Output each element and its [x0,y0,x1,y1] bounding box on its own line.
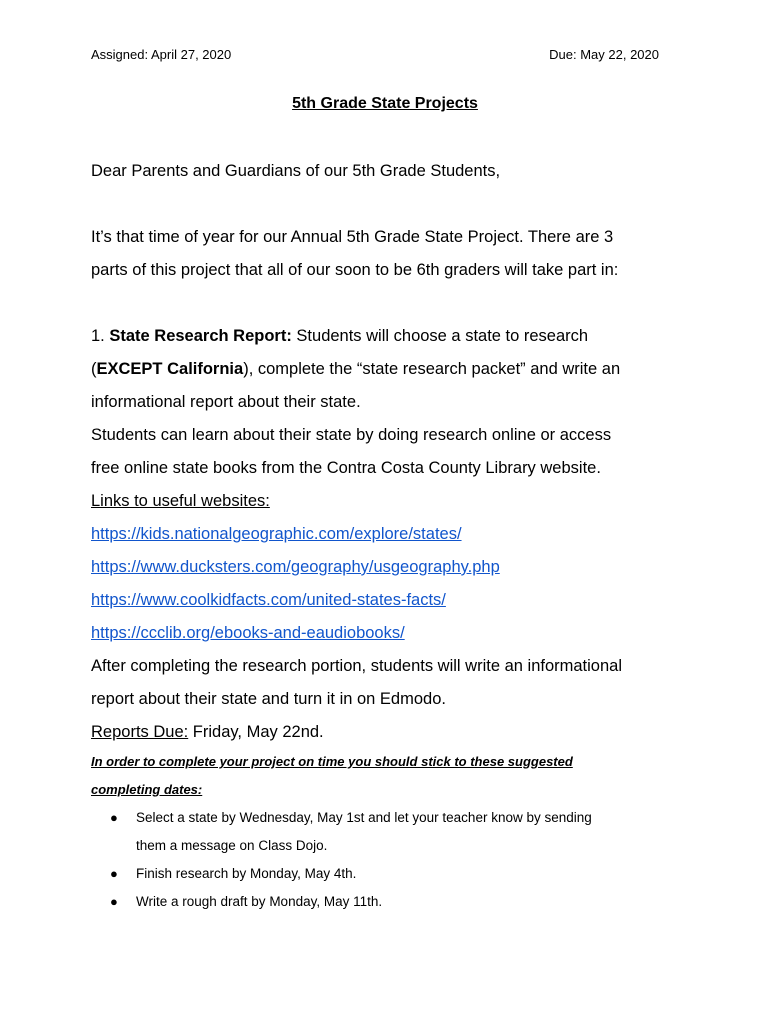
link-national-geographic[interactable]: https://kids.nationalgeographic.com/explore/states/ [91,525,462,543]
reports-due-label: Reports Due: [91,723,189,741]
link-coolkidfacts[interactable]: https://www.coolkidfacts.com/united-states-facts/ [91,591,446,609]
links-heading: Links to useful websites: [91,492,270,510]
due-date: Due: May 22, 2020 [549,47,659,62]
item1-line-3: informational report about their state. [91,393,361,411]
except-california: EXCEPT California [96,360,244,378]
page-title: 5th Grade State Projects [292,95,478,112]
link-ccclib[interactable]: https://ccclib.org/ebooks-and-eaudiobooks/ [91,624,405,642]
bullet-2: Finish research by Monday, May 4th. [136,866,357,881]
bullet-icon: ● [110,810,118,825]
item1-number: 1. [91,327,110,345]
item1-line2-open: ( [91,360,97,378]
assigned-date: Assigned: April 27, 2020 [91,47,232,62]
item1-line1-rest: Students will choose a state to research [291,327,589,345]
after-line-1: After completing the research portion, students will write an informational [91,657,623,675]
reports-due [91,721,324,743]
link-ducksters[interactable]: https://www.ducksters.com/geography/usgeography.php [91,558,500,576]
suggestion-line-1: In order to complete your project on time you should stick to these suggested [91,754,573,769]
item1-line-2 [91,358,620,380]
bullet-1-line-2: them a message on Class Dojo. [136,838,328,853]
item1-line2-rest: ), complete the “state research packet” and write an [243,360,621,378]
intro-line-1: It’s that time of year for our Annual 5th Grade State Project. There are 3 [91,228,614,246]
item1-line-5: free online state books from the Contra Costa County Library website. [91,459,601,477]
bullet-icon: ● [110,894,118,909]
greeting: Dear Parents and Guardians of our 5th Grade Students, [91,162,501,180]
after-line-2: report about their state and turn it in on Edmodo. [91,690,446,708]
bullet-3: Write a rough draft by Monday, May 11th. [136,894,383,909]
reports-due-value: Friday, May 22nd. [188,723,324,741]
intro-line-2: parts of this project that all of our soon to be 6th graders will take part in: [91,261,619,279]
item1-line-1 [91,325,588,347]
suggestion-line-2: completing dates: [91,782,203,797]
bullet-icon: ● [110,866,118,881]
item1-heading: State Research Report: [109,327,292,345]
bullet-1-line-1: Select a state by Wednesday, May 1st and let your teacher know by sending [136,810,592,825]
item1-line-4: Students can learn about their state by doing research online or access [91,426,612,444]
